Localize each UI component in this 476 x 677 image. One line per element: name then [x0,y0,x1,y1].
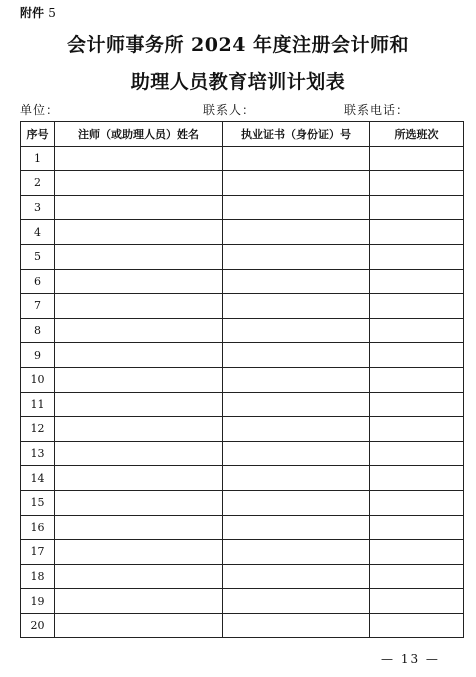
certificate-cell[interactable] [223,220,370,245]
class-cell[interactable] [370,318,464,343]
name-cell[interactable] [55,146,223,171]
page-title-line-1: 会计师事务所 2024 年度注册会计师和 [66,34,410,56]
class-cell[interactable] [370,613,464,638]
row-index: 3 [21,195,55,220]
row-index: 7 [21,294,55,319]
certificate-cell[interactable] [223,244,370,269]
name-cell[interactable] [55,244,223,269]
row-index: 14 [21,466,55,491]
table-row [21,515,464,540]
name-cell[interactable] [55,441,223,466]
page-number: — 13 — [381,652,440,666]
table-row [21,171,464,196]
table-header-row [21,122,464,147]
row-index: 19 [21,589,55,614]
table-row [21,417,464,442]
certificate-cell[interactable] [223,540,370,565]
attachment-text: 附件 [20,6,45,20]
certificate-cell[interactable] [223,564,370,589]
name-cell[interactable] [55,564,223,589]
header-certificate: 执业证书（身份证）号 [223,122,370,147]
certificate-cell[interactable] [223,613,370,638]
certificate-cell[interactable] [223,441,370,466]
contact-person-label: 联系人： [203,103,256,117]
row-index: 5 [21,244,55,269]
table-row [21,392,464,417]
class-cell[interactable] [370,417,464,442]
class-cell[interactable] [370,515,464,540]
row-index: 18 [21,564,55,589]
table-row [21,195,464,220]
class-cell[interactable] [370,269,464,294]
table-row [21,244,464,269]
certificate-cell[interactable] [223,367,370,392]
class-cell[interactable] [370,294,464,319]
table-row [21,146,464,171]
row-index: 11 [21,392,55,417]
certificate-cell[interactable] [223,515,370,540]
table-row [21,269,464,294]
name-cell[interactable] [55,220,223,245]
table-row [21,589,464,614]
unit-label: 单位： [20,103,60,117]
class-cell[interactable] [370,171,464,196]
table-row [21,613,464,638]
class-cell[interactable] [370,540,464,565]
certificate-cell[interactable] [223,589,370,614]
table-row [21,220,464,245]
row-index: 9 [21,343,55,368]
class-cell[interactable] [370,244,464,269]
training-plan-table [20,121,464,638]
name-cell[interactable] [55,318,223,343]
name-cell[interactable] [55,171,223,196]
certificate-cell[interactable] [223,294,370,319]
table-row [21,441,464,466]
class-cell[interactable] [370,343,464,368]
class-cell[interactable] [370,146,464,171]
table-row [21,466,464,491]
attachment-number: 5 [48,6,56,20]
row-index: 2 [21,171,55,196]
name-cell[interactable] [55,515,223,540]
page-title-line-2: 助理人员教育培训计划表 [130,71,346,93]
row-index: 20 [21,613,55,638]
table-body [21,146,464,638]
name-cell[interactable] [55,294,223,319]
class-cell[interactable] [370,367,464,392]
name-cell[interactable] [55,195,223,220]
certificate-cell[interactable] [223,490,370,515]
header-index: 序号 [21,122,55,147]
row-index: 13 [21,441,55,466]
name-cell[interactable] [55,490,223,515]
table-row [21,294,464,319]
attachment-label [20,4,56,21]
row-index: 1 [21,146,55,171]
name-cell[interactable] [55,417,223,442]
name-cell[interactable] [55,589,223,614]
table-row [21,540,464,565]
header-class: 所选班次 [370,122,464,147]
table-row [21,343,464,368]
header-name: 注师（或助理人员）姓名 [55,122,223,147]
table-row [21,367,464,392]
class-cell[interactable] [370,564,464,589]
row-index: 12 [21,417,55,442]
certificate-cell[interactable] [223,417,370,442]
row-index: 4 [21,220,55,245]
row-index: 16 [21,515,55,540]
certificate-cell[interactable] [223,466,370,491]
certificate-cell[interactable] [223,171,370,196]
class-cell[interactable] [370,490,464,515]
name-cell[interactable] [55,367,223,392]
certificate-cell[interactable] [223,146,370,171]
name-cell[interactable] [55,269,223,294]
class-cell[interactable] [370,220,464,245]
row-index: 6 [21,269,55,294]
class-cell[interactable] [370,392,464,417]
certificate-cell[interactable] [223,343,370,368]
contact-phone-label: 联系电话： [344,103,410,117]
certificate-cell[interactable] [223,269,370,294]
class-cell[interactable] [370,441,464,466]
certificate-cell[interactable] [223,392,370,417]
row-index: 17 [21,540,55,565]
table-row [21,490,464,515]
class-cell[interactable] [370,589,464,614]
row-index: 15 [21,490,55,515]
certificate-cell[interactable] [223,195,370,220]
table-row [21,318,464,343]
name-cell[interactable] [55,392,223,417]
table-row [21,564,464,589]
name-cell[interactable] [55,343,223,368]
name-cell[interactable] [55,540,223,565]
name-cell[interactable] [55,613,223,638]
row-index: 10 [21,367,55,392]
class-cell[interactable] [370,466,464,491]
certificate-cell[interactable] [223,318,370,343]
class-cell[interactable] [370,195,464,220]
row-index: 8 [21,318,55,343]
name-cell[interactable] [55,466,223,491]
